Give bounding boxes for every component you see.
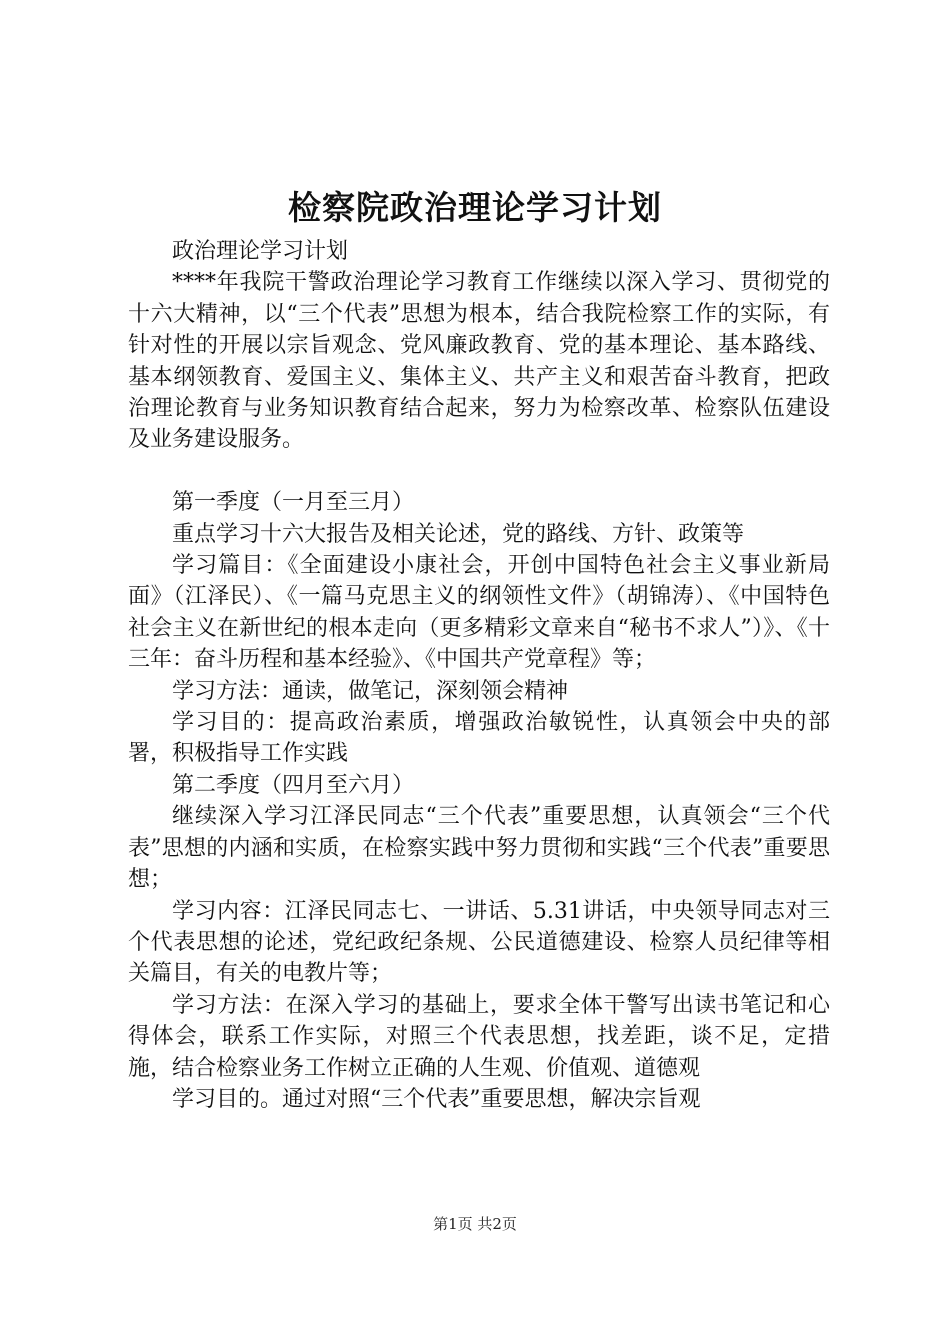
paragraph-q1-heading: 第一季度（一月至三月） [172,490,415,516]
paragraph-q1-method: 学习方法：通读，做笔记，深刻领会精神 [172,678,569,704]
paragraph-q1-focus: 重点学习十六大报告及相关论述，党的路线、方针、政策等 [172,521,745,547]
paragraph-q2-heading: 第二季度（四月至六月） [172,772,415,798]
paragraph-q2-content: 学习内容：江泽民同志七、一讲话、5.31讲话，中央领导同志对三个代表思想的论述，党纪政纪条规、公民道德建设、检察人员纪律等相关篇目，有关的电教片等； [128,898,830,987]
paragraph-q2-focus: 继续深入学习江泽民同志“三个代表”重要思想，认真领会“三个代表”思想的内涵和实质，在检察实践中努力贯彻和实践“三个代表”重要思想； [128,804,830,893]
paragraph-subtitle: 政治理论学习计划 [172,239,349,264]
page-footer: 第1页 共2页 [433,1215,517,1233]
document-title: 检察院政治理论学习计划 [288,188,662,227]
paragraph-q2-goal: 学习目的。通过对照“三个代表”重要思想，解决宗旨观 [172,1086,701,1112]
paragraph-intro: ****年我院干警政治理论学习教育工作继续以深入学习、贯彻党的十六大精神，以“三个代表”思想为根本，结合我院检察工作的实际，有针对性的开展以宗旨观念、党风廉政教育、党的基本理论、基本路线、基本纲领教育、爱国主义、集体主义、共产主义和艰苦奋斗教育，把政治理论教育与业务知识教育结合起来，努力为检察改革、检察队伍建设及业务建设服务。 [128,270,830,453]
paragraph-q1-goal: 学习目的：提高政治素质，增强政治敏锐性，认真领会中央的部署，积极指导工作实践 [128,710,830,767]
document-body [128,236,830,1115]
paragraph-q1-readings: 学习篇目：《全面建设小康社会，开创中国特色社会主义事业新局面》（江泽民）、《一篇马克思主义的纲领性文件》（胡锦涛）、《中国特色社会主义在新世纪的根本走向（更多精彩文章来自“秘书不求人”）》、《十三年：奋斗历程和基本经验》、《中国共产党章程》等； [128,553,830,673]
blank-line [128,456,830,487]
paragraph-q2-method: 学习方法：在深入学习的基础上，要求全体干警写出读书笔记和心得体会，联系工作实际，对照三个代表思想，找差距，谈不足，定措施，结合检察业务工作树立正确的人生观、价值观、道德观 [128,992,830,1081]
